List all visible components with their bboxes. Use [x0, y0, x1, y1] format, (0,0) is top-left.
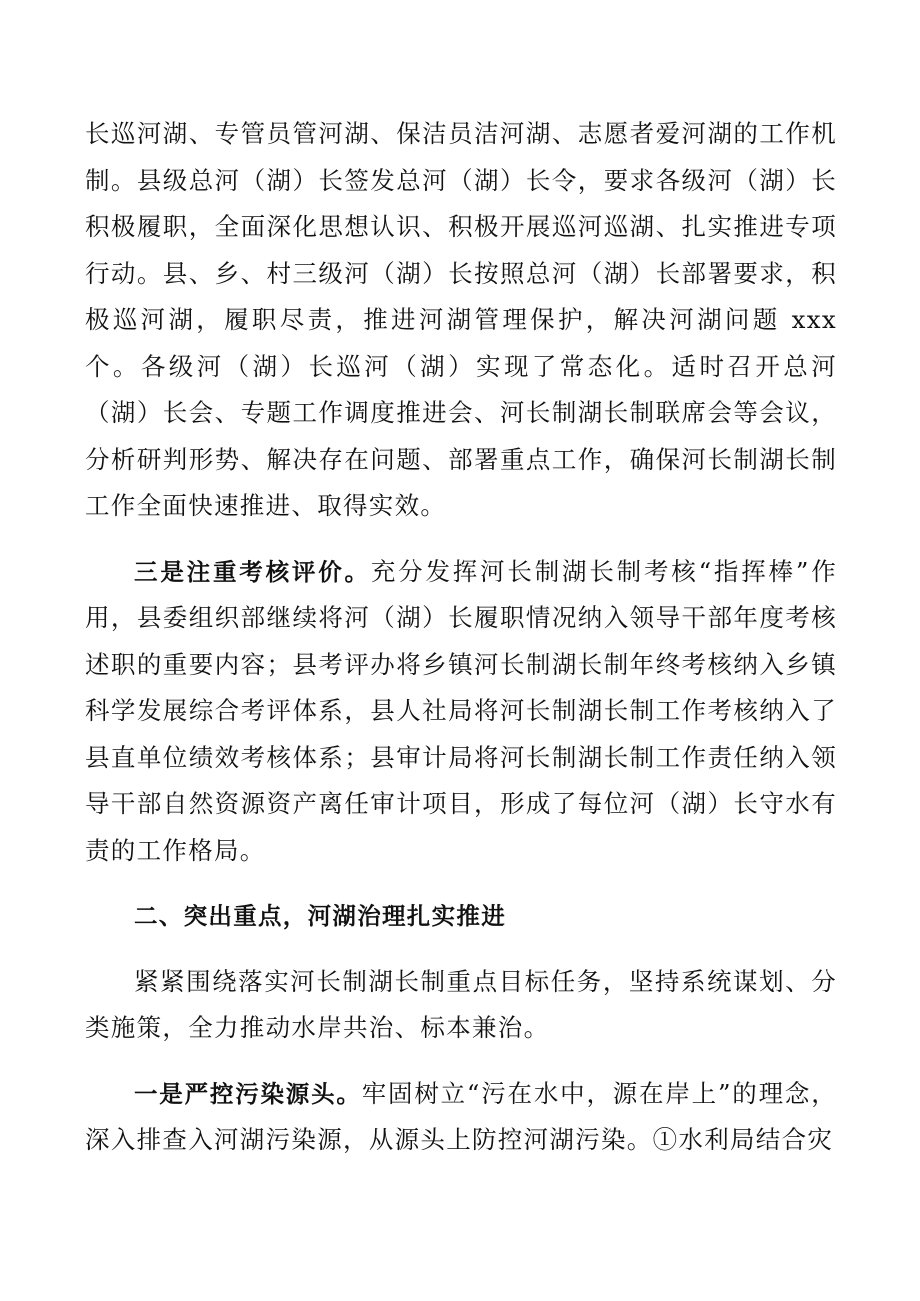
paragraph-gap [85, 940, 837, 959]
section-heading: 二、突出重点，河湖治理扎实推进 [134, 902, 506, 930]
document-body [85, 111, 837, 1164]
paragraph-lead-assessment: 三是注重考核评价。 [134, 557, 371, 586]
paragraph-gap [85, 530, 837, 549]
paragraph-gap [85, 1052, 837, 1071]
paragraph-lead-pollution: 一是严控污染源头。 [134, 1079, 362, 1108]
paragraph-gap [85, 874, 837, 893]
paragraph-pollution-control [85, 1071, 837, 1164]
paragraph-river-lake-mechanism: 长巡河湖、专管员管河湖、保洁员洁河湖、志愿者爱河湖的工作机制。县级总河（湖）长签发总河（湖）长令，要求各级河（湖）长积极履职，全面深化思想认识、积极开展巡河巡湖、扎实推进专项行动。县、乡、村三级河（湖）长按照总河（湖）长部署要求，积极巡河湖，履职尽责，推进河湖管理保护，解决河湖问题 xxx 个。各级河（湖）长巡河（湖）实现了常态化。适时召开总河（湖）长会、专题工作调度推进会、河长制湖长制联席会等会议，分析研判形势、解决存在问题、部署重点工作，确保河长制湖长制工作全面快速推进、取得实效。 [85, 119, 837, 520]
paragraph-assessment [85, 549, 837, 875]
paragraph-body-pollution: 牢固树立“污在水中，源在岸上”的理念，深入排查入河湖污染源，从源头上防控河湖污染。①水利局结合灾 [85, 1078, 837, 1154]
paragraph-section-intro: 紧紧围绕落实河长制湖长制重点目标任务，坚持系统谋划、分类施策，全力推动水岸共治、标本兼治。 [85, 966, 837, 1042]
paragraph-body-assessment: 充分发挥河长制湖长制考核“指挥棒”作用，县委组织部继续将河（湖）长履职情况纳入领导干部年度考核述职的重要内容；县考评办将乡镇河长制湖长制年终考核纳入乡镇科学发展综合考评体系，县人社局将河长制湖长制工作考核纳入了县直单位绩效考核体系；县审计局将河长制湖长制工作责任纳入领导干部自然资源资产离任审计项目，形成了每位河（湖）长守水有责的工作格局。 [85, 556, 838, 865]
